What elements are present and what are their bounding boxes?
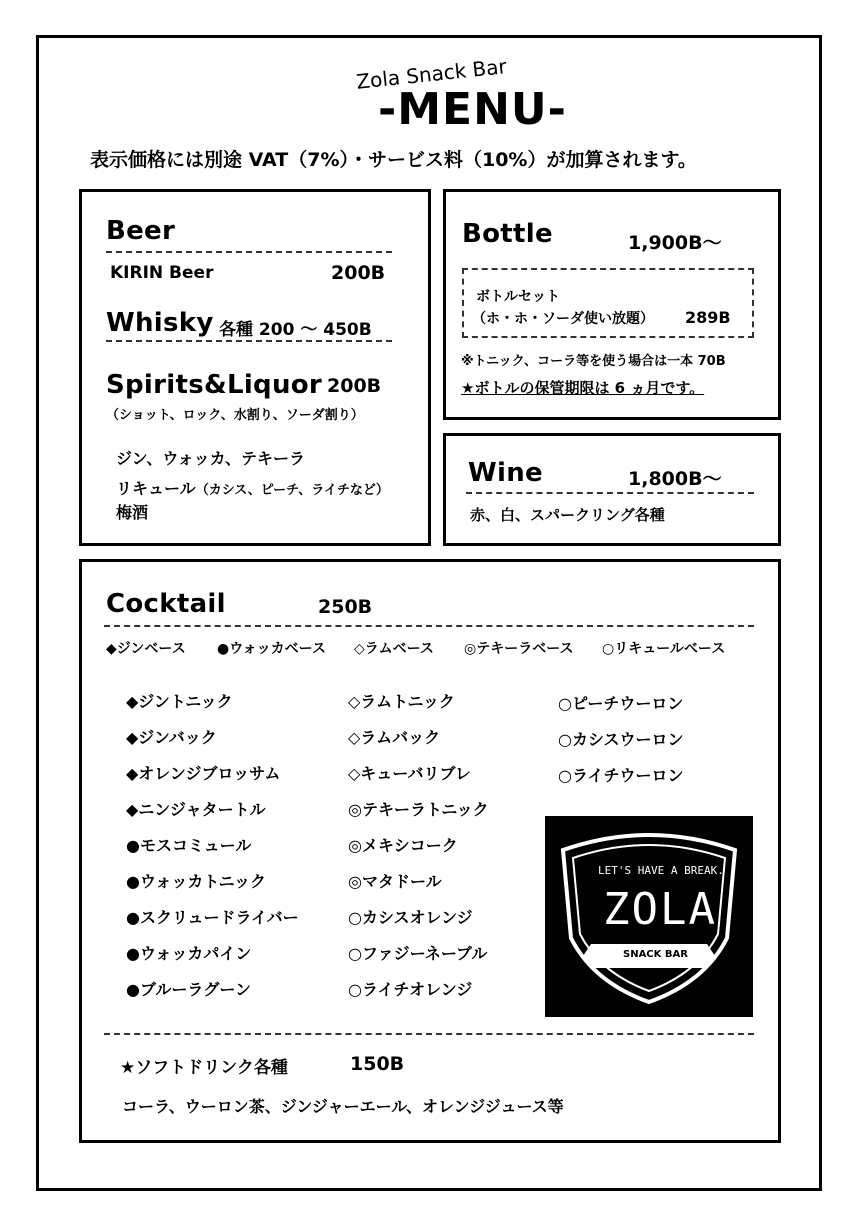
wine-types: 赤、白、スパークリング各種 xyxy=(470,506,665,524)
cocktail-item: ◇キューバリブレ xyxy=(348,764,471,783)
bar-name-script: Zola Snack Bar xyxy=(355,54,508,94)
cocktail-item: ●ウォッカパイン xyxy=(126,944,252,963)
cocktail-item: ●ウォッカトニック xyxy=(126,872,267,891)
logo-name: ZOLA xyxy=(603,884,717,935)
cocktail-item: ◎マタドール xyxy=(348,872,442,891)
divider xyxy=(106,340,392,342)
logo-tagline: LET'S HAVE A BREAK. xyxy=(598,864,724,877)
bottle-heading: Bottle xyxy=(462,219,553,249)
cocktail-item: ○カシスウーロン xyxy=(558,730,684,749)
divider xyxy=(466,492,754,494)
wine-heading: Wine xyxy=(468,458,543,488)
bottle-set-label: ボトルセット xyxy=(476,289,560,305)
liqueur-label: リキュール xyxy=(116,479,196,498)
beer-heading: Beer xyxy=(106,216,176,246)
logo-ribbon-text: SNACK BAR xyxy=(623,949,688,960)
legend-vodka: ●ウォッカベース xyxy=(217,641,326,657)
spirits-line1: ジン、ウォッカ、テキーラ xyxy=(116,449,306,468)
spirits-heading: Spirits&Liquor xyxy=(106,370,323,400)
cocktail-item: ○ライチウーロン xyxy=(558,766,684,785)
cocktail-price: 250B xyxy=(318,596,373,618)
cocktail-item: ◇ラムトニック xyxy=(348,692,455,711)
cocktail-heading: Cocktail xyxy=(106,589,226,619)
legend-tequila: ◎テキーラベース xyxy=(464,641,574,657)
divider xyxy=(104,1033,754,1035)
bottle-set-detail: （ホ・ホ・ソーダ使い放題） xyxy=(472,311,654,327)
price-notice: 表示価格には別途 VAT（7%）・サービス料（10%）が加算されます。 xyxy=(90,149,697,171)
bottle-note-mixer: ※トニック、コーラ等を使う場合は一本 70B xyxy=(461,354,726,369)
cocktail-item: ◆ニンジャタートル xyxy=(126,800,266,819)
page-title: -MENU- xyxy=(378,84,567,135)
cocktail-item: ◎メキシコーク xyxy=(348,836,458,855)
soft-drinks-heading: ★ソフトドリンク各種 xyxy=(120,1058,288,1078)
cocktail-item: ○ライチオレンジ xyxy=(348,980,473,999)
spirits-styles: （ショット、ロック、水割り、ソーダ割り） xyxy=(106,408,364,423)
spirits-price: 200B xyxy=(327,375,382,397)
spirits-line3: 梅酒 xyxy=(116,503,149,522)
divider xyxy=(106,251,392,253)
bottle-note-keep: ★ボトルの保管期限は 6 ヵ月です。 xyxy=(461,379,705,397)
legend-gin: ◆ジンベース xyxy=(106,641,186,657)
beer-price: 200B xyxy=(331,262,386,284)
cocktail-item: ○カシスオレンジ xyxy=(348,908,473,927)
cocktail-item: ◆ジンバック xyxy=(126,728,217,747)
bottle-price: 1,900B～ xyxy=(628,232,722,254)
soft-drinks-price: 150B xyxy=(350,1053,405,1075)
cocktail-item: ●スクリュードライバー xyxy=(126,908,299,927)
soft-drinks-items: コーラ、ウーロン茶、ジンジャーエール、オレンジジュース等 xyxy=(122,1097,564,1116)
legend-liqueur: ○リキュールベース xyxy=(602,641,726,657)
wine-section xyxy=(443,433,781,546)
legend-rum: ◇ラムベース xyxy=(354,641,434,657)
whisky-heading: Whisky xyxy=(106,308,214,338)
beer-item: KIRIN Beer xyxy=(110,263,214,283)
liqueur-examples: （カシス、ピーチ、ライチなど） xyxy=(195,483,389,498)
cocktail-item: ●モスコミュール xyxy=(126,836,252,855)
divider xyxy=(104,625,754,627)
cocktail-item: ◎テキーラトニック xyxy=(348,800,489,819)
cocktail-item: ◆オレンジブロッサム xyxy=(126,764,281,783)
cocktail-item: ◆ジントニック xyxy=(126,692,233,711)
cocktail-item: ○ピーチウーロン xyxy=(558,694,684,713)
cocktail-item: ●ブルーラグーン xyxy=(126,980,252,999)
spirits-line2 xyxy=(116,476,389,499)
zola-logo xyxy=(545,816,753,1017)
wine-price: 1,800B～ xyxy=(628,468,722,490)
cocktail-item: ○ファジーネーブル xyxy=(348,944,488,963)
bottle-set-price: 289B xyxy=(685,308,731,327)
whisky-detail: 各種 200 ～ 450B xyxy=(219,320,372,340)
cocktail-item: ◇ラムバック xyxy=(348,728,441,747)
